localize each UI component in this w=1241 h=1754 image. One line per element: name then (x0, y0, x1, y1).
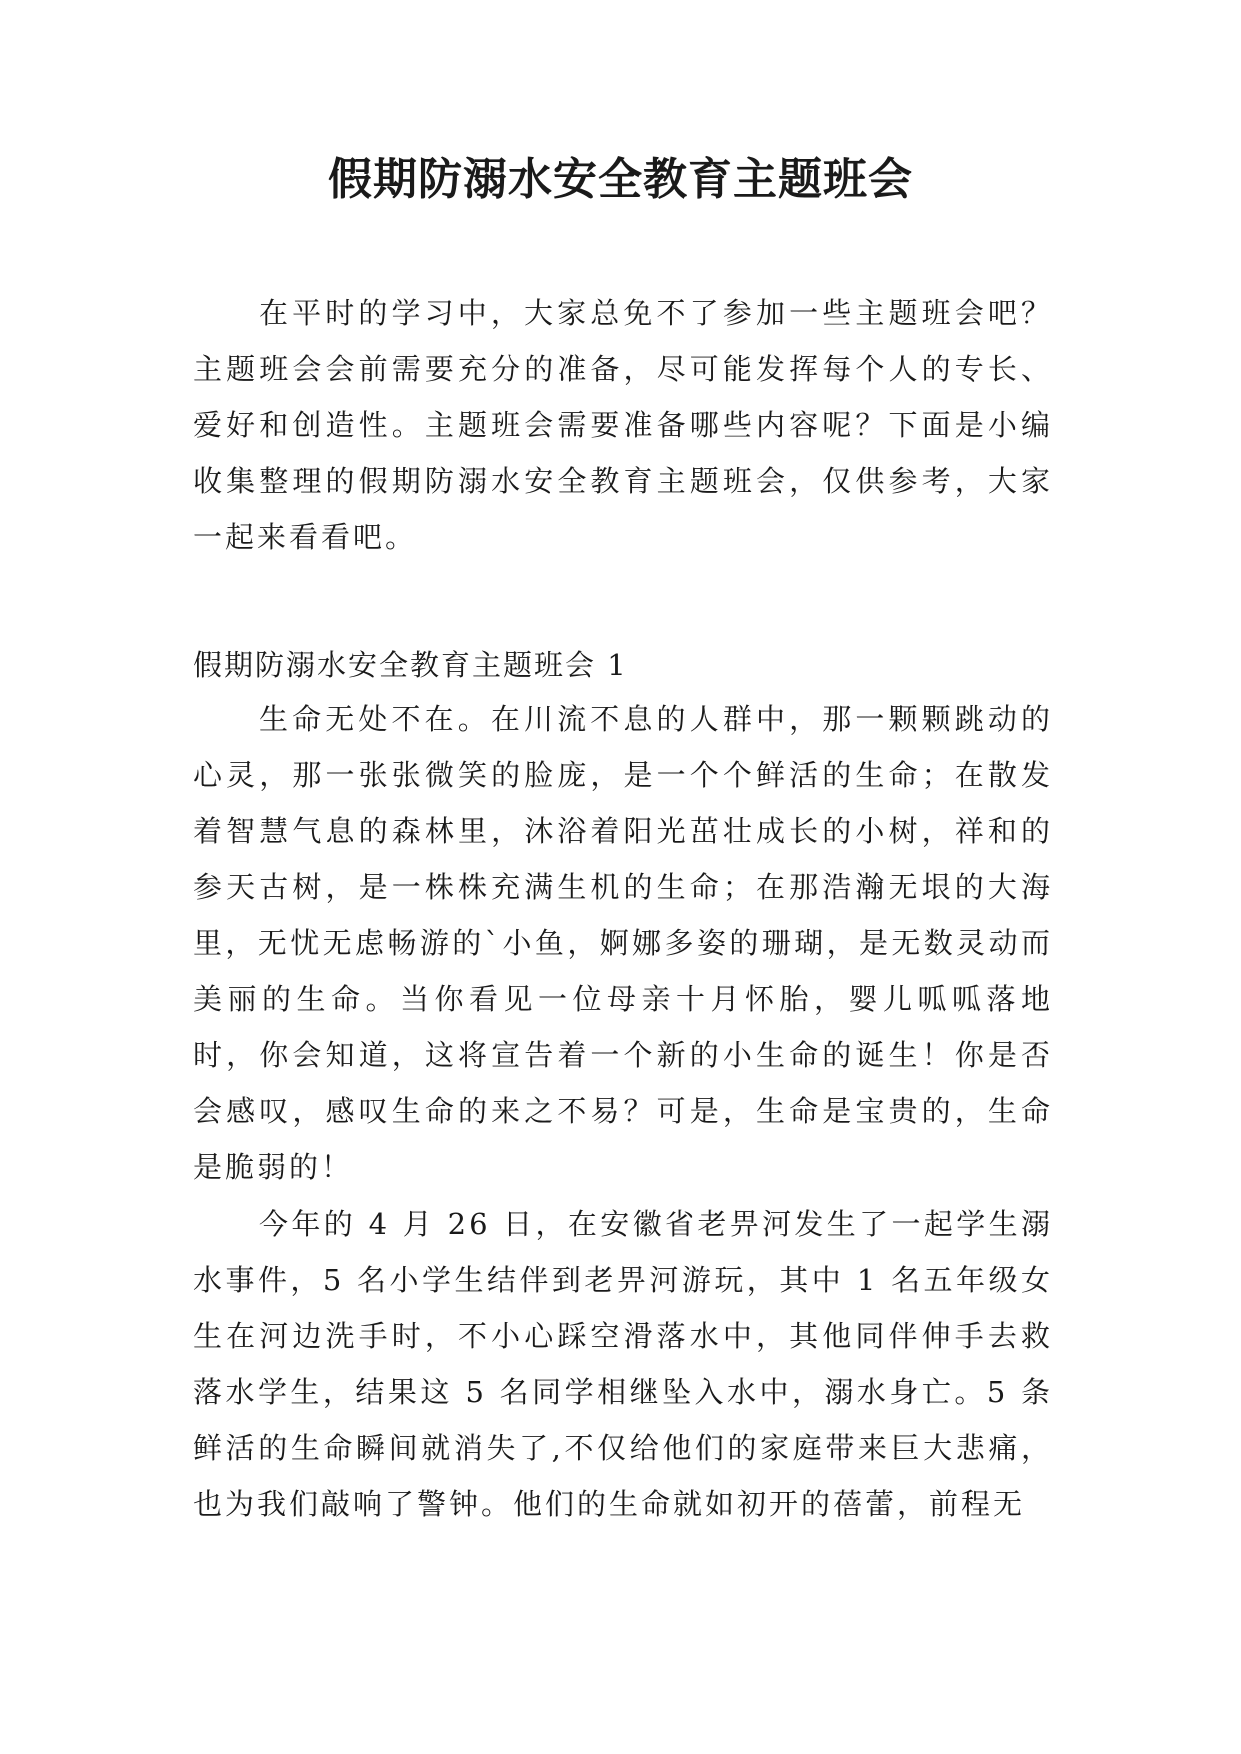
intro-paragraph: 在平时的学习中，大家总免不了参加一些主题班会吧？主题班会会前需要充分的准备，尽可能发挥每个人的专长、爱好和创造性。主题班会需要准备哪些内容呢？下面是小编收集整理的假期防溺水安全教育主题班会，仅供参考，大家一起来看看吧。 (193, 296, 1053, 554)
section-heading: 假期防溺水安全教育主题班会 1 (193, 648, 628, 682)
page-title: 假期防溺水安全教育主题班会 (328, 154, 913, 205)
body-paragraph: 今年的 4 月 26 日，在安徽省老畀河发生了一起学生溺水事件，5 名小学生结伴到老畀河游玩，其中 1 名五年级女生在河边洗手时，不小心踩空滑落水中，其他同伴伸手去救落水学生，结果这 5 名同学相继坠入水中，溺水身亡。5 条鲜活的生命瞬间就消失了,不仅给他们的家庭带来巨大悲痛，也为我们敲响了警钟。他们的生命就如初开的蓓蕾，前程无 (193, 1207, 1053, 1521)
body-paragraph: 生命无处不在。在川流不息的人群中，那一颗颗跳动的心灵，那一张张微笑的脸庞，是一个个鲜活的生命；在散发着智慧气息的森林里，沐浴着阳光茁壮成长的小树，祥和的参天古树，是一株株充满生机的生命；在那浩瀚无垠的大海里，无忧无虑畅游的`小鱼，婀娜多姿的珊瑚，是无数灵动而美丽的生命。当你看见一位母亲十月怀胎，婴儿呱呱落地时，你会知道，这将宣告着一个新的小生命的诞生！你是否会感叹，感叹生命的来之不易？可是，生命是宝贵的，生命是脆弱的！ (193, 702, 1053, 1184)
